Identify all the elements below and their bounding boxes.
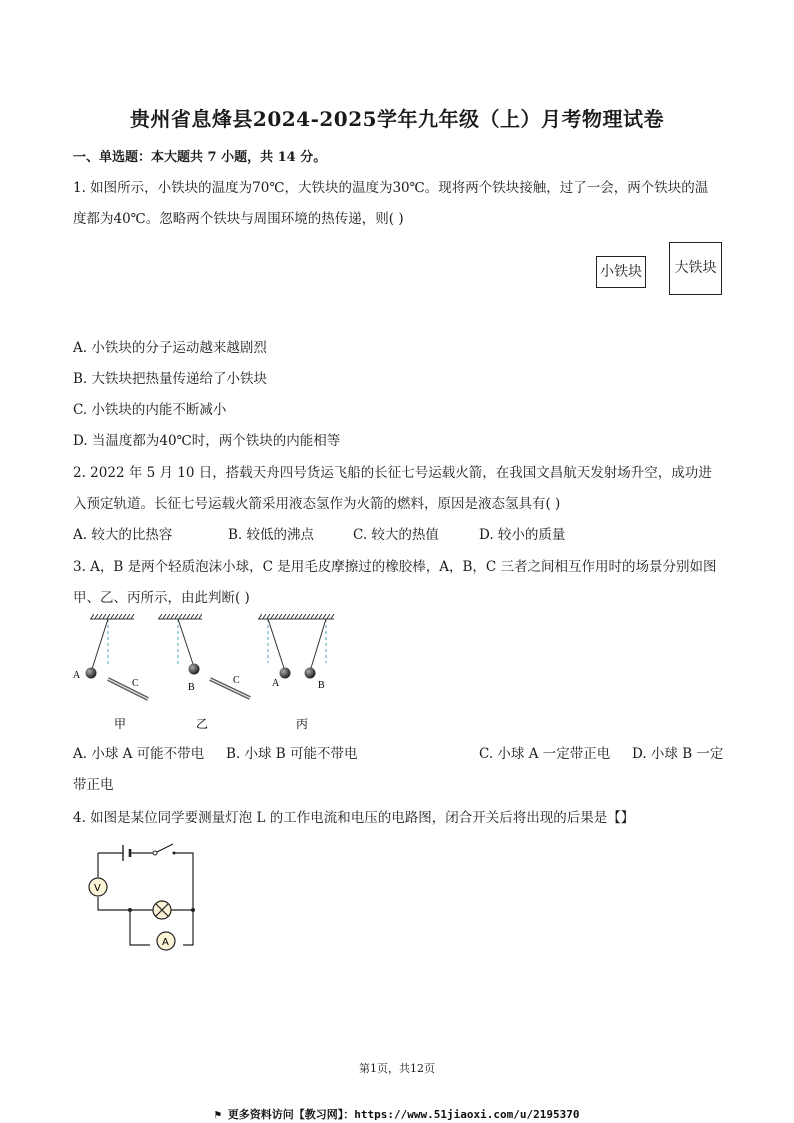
q2-stem-line2: 入预定轨道。长征七号运载火箭采用液态氢作为火箭的燃料，原因是液态氢具有( ) <box>73 496 561 512</box>
q4-stem: 4. 如图是某位同学要测量灯泡 L 的工作电流和电压的电路图，闭合开关后将出现的后果是【】 <box>73 810 635 826</box>
label-ball-b-yi: B <box>188 682 195 693</box>
section-heading: 一、单选题：本大题共 7 小题，共 14 分。 <box>73 150 327 165</box>
q4-circuit-diagram <box>78 840 208 952</box>
q2-stem-line1: 2. 2022 年 5 月 10 日，搭载天舟四号货运飞船的长征七号运载火箭，在我国文昌航天发射场升空，成功进 <box>73 465 712 481</box>
q2-option-a[interactable]: A. 较大的比热容 <box>73 527 173 543</box>
label-ball-a-jia: A <box>73 670 81 681</box>
q1-option-b[interactable]: B. 大铁块把热量传递给了小铁块 <box>73 371 268 387</box>
q2-option-c[interactable]: C. 较大的热值 <box>353 527 439 543</box>
switch <box>153 844 176 855</box>
label-rod-c-yi: C <box>233 675 240 686</box>
q3-option-a[interactable]: A. 小球 A 可能不带电 <box>73 746 205 762</box>
page-number: 第1页，共12页 <box>359 1062 435 1075</box>
junction-right <box>191 908 195 912</box>
caption-jia: 甲 <box>114 717 127 731</box>
q3-figure <box>70 608 350 732</box>
q3-stem-line1: 3. A，B 是两个轻质泡沫小球，C 是用毛皮摩擦过的橡胶棒，A，B，C 三者之间相互作用时的场景分别如图 <box>73 559 717 575</box>
big-iron-block-label: 大铁块 <box>674 260 717 276</box>
voltmeter-label: V <box>94 883 101 894</box>
q1-stem-line2: 度都为40℃。忽略两个铁块与周围环境的热传递，则( ) <box>73 211 404 227</box>
resource-link-text[interactable]: 更多资料访问【教习网】：https://www.51jiaoxi.com/u/2195370 <box>227 1108 580 1121</box>
caption-yi: 乙 <box>196 717 209 731</box>
q2-option-b[interactable]: B. 较低的沸点 <box>228 527 315 543</box>
resource-link[interactable] <box>0 1106 794 1122</box>
q1-stem-line1: 1. 如图所示，小铁块的温度为70℃，大铁块的温度为30℃。现将两个铁块接触，过了一会，两个铁块的温 <box>73 180 709 196</box>
circuit-wires <box>98 853 193 945</box>
flag-icon: ⚑ <box>214 1108 228 1121</box>
junction-left <box>128 908 132 912</box>
label-ball-a-bing: A <box>272 678 280 689</box>
q3-option-d-wrap: 带正电 <box>73 777 114 793</box>
q1-option-a[interactable]: A. 小铁块的分子运动越来越剧烈 <box>73 340 267 356</box>
caption-bing: 丙 <box>296 717 309 731</box>
q2-option-d[interactable]: D. 较小的质量 <box>479 527 566 543</box>
q3-option-b[interactable]: B. 小球 B 可能不带电 <box>226 746 358 762</box>
label-rod-c-jia: C <box>132 678 139 689</box>
q1-option-d[interactable]: D. 当温度都为40℃时，两个铁块的内能相等 <box>73 433 341 449</box>
small-iron-block-label: 小铁块 <box>600 264 642 280</box>
figure-bing <box>258 614 334 679</box>
q3-stem-line2: 甲、乙、丙所示，由此判断( ) <box>73 590 250 606</box>
q1-option-c[interactable]: C. 小铁块的内能不断减小 <box>73 402 227 418</box>
page-title: 贵州省息烽县2024-2025学年九年级（上）月考物理试卷 <box>129 107 665 131</box>
q3-option-d[interactable]: D. 小球 B 一定 <box>632 746 724 762</box>
label-ball-b-bing: B <box>318 680 325 691</box>
small-iron-block <box>596 256 646 288</box>
q3-option-c[interactable]: C. 小球 A 一定带正电 <box>479 746 611 762</box>
big-iron-block <box>669 242 722 295</box>
ammeter-label: A <box>162 937 169 948</box>
lamp-l <box>153 901 171 919</box>
